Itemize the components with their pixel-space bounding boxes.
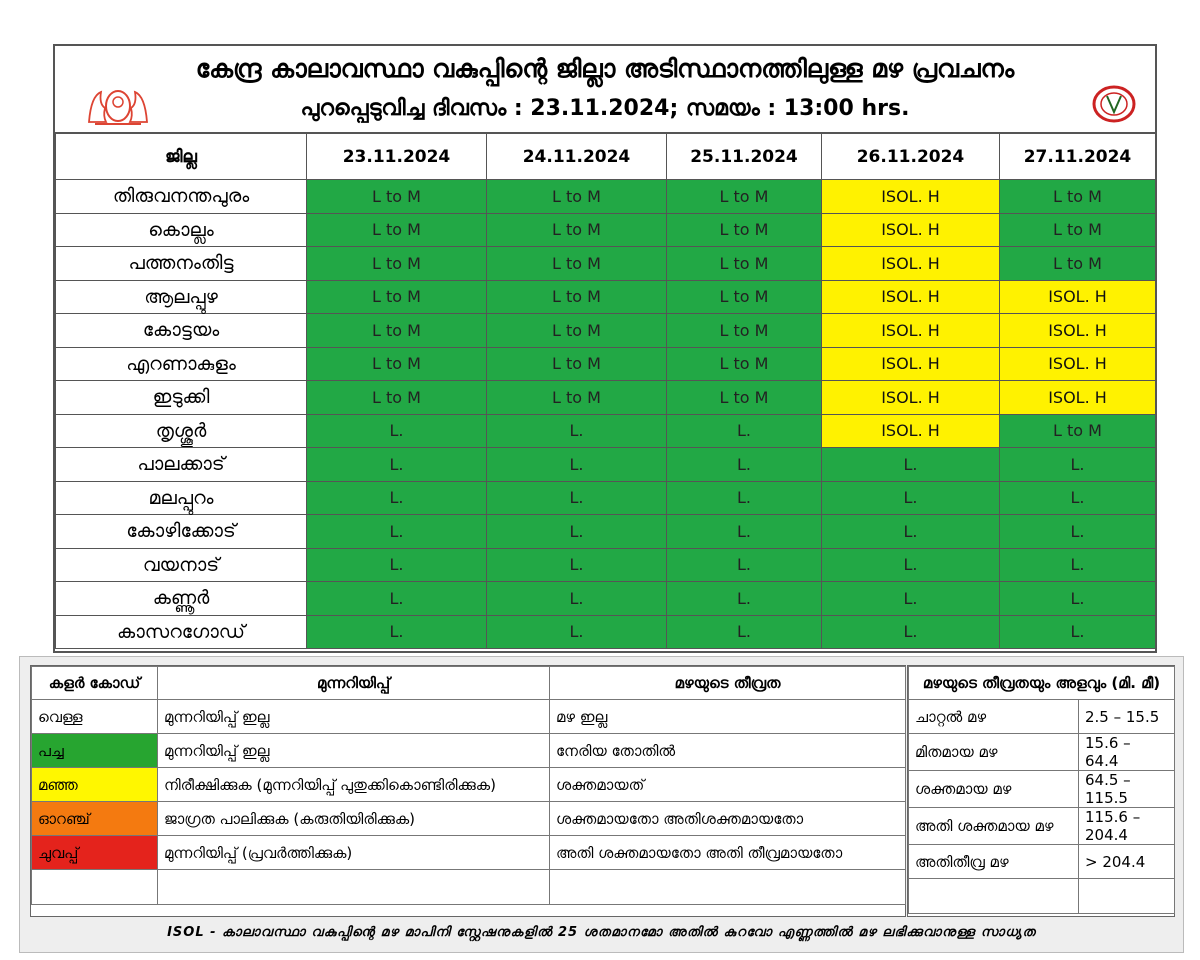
district-column-header: ജില്ല	[56, 134, 307, 180]
forecast-cell: L to M	[487, 213, 667, 247]
legend-row	[32, 802, 906, 836]
forecast-cell: ISOL. H	[1000, 347, 1156, 381]
district-name: കൊല്ലം	[56, 213, 307, 247]
forecast-cell: L to M	[667, 247, 822, 281]
forecast-cell: L.	[667, 515, 822, 549]
forecast-cell: ISOL. H	[822, 213, 1000, 247]
table-row	[56, 448, 1156, 482]
legend-blank-row	[32, 870, 906, 905]
forecast-cell: ISOL. H	[1000, 314, 1156, 348]
color-swatch: മഞ്ഞ	[32, 768, 158, 802]
date-column-header: 25.11.2024	[667, 134, 822, 180]
range-label: ശക്തമായ മഴ	[909, 771, 1079, 808]
forecast-cell: L.	[307, 515, 487, 549]
forecast-cell: L.	[487, 615, 667, 649]
forecast-cell: L.	[1000, 481, 1156, 515]
warning-text: മുന്നറിയിപ്പ് ഇല്ല	[158, 700, 550, 734]
forecast-cell: L.	[487, 548, 667, 582]
legend-panel	[19, 656, 1184, 953]
district-name: കാസറഗോഡ്	[56, 615, 307, 649]
color-code-table	[31, 666, 906, 905]
range-value: 15.6 – 64.4	[1079, 734, 1175, 771]
table-row	[56, 515, 1156, 549]
district-name: തിരുവനന്തപുരം	[56, 180, 307, 214]
forecast-cell: L.	[1000, 448, 1156, 482]
forecast-cell: L.	[1000, 515, 1156, 549]
legend-rows	[32, 700, 906, 905]
blank-cell	[1079, 879, 1175, 914]
table-row	[56, 615, 1156, 649]
forecast-cell: L.	[487, 515, 667, 549]
forecast-cell: L.	[487, 448, 667, 482]
district-name: കോഴിക്കോട്	[56, 515, 307, 549]
blank-cell	[550, 870, 906, 905]
blank-cell	[32, 870, 158, 905]
district-name: കോട്ടയം	[56, 314, 307, 348]
range-label: മിതമായ മഴ	[909, 734, 1079, 771]
warning-text: ജാഗ്രത പാലിക്കുക (കരുതിയിരിക്കുക)	[158, 802, 550, 836]
forecast-cell: L.	[667, 481, 822, 515]
forecast-cell: L.	[307, 481, 487, 515]
table-row	[56, 548, 1156, 582]
forecast-cell: L.	[1000, 582, 1156, 616]
forecast-rows	[56, 180, 1156, 649]
forecast-cell: L.	[822, 481, 1000, 515]
district-name: മലപ്പുറം	[56, 481, 307, 515]
date-column-header: 27.11.2024	[1000, 134, 1156, 180]
range-label: അതി ശക്തമായ മഴ	[909, 808, 1079, 845]
district-name: വയനാട്	[56, 548, 307, 582]
forecast-cell: L to M	[487, 180, 667, 214]
forecast-cell: L to M	[487, 347, 667, 381]
district-name: തൃശ്ശൂർ	[56, 414, 307, 448]
table-row	[56, 247, 1156, 281]
forecast-cell: L to M	[1000, 213, 1156, 247]
intensity-text: മഴ ഇല്ല	[550, 700, 906, 734]
title-box	[55, 46, 1155, 133]
forecast-cell: L to M	[667, 180, 822, 214]
forecast-cell: L to M	[487, 314, 667, 348]
forecast-cell: L.	[667, 448, 822, 482]
blank-cell	[909, 879, 1079, 914]
forecast-cell: L.	[487, 481, 667, 515]
color-swatch: ചുവപ്പ്	[32, 836, 158, 870]
isol-footnote: ISOL - കാലാവസ്ഥാ വകുപ്പിന്റെ മഴ മാപിനി സ്റ്റേഷനുകളിൽ 25 ശതമാനമോ അതിൽ കുറവോ എണ്ണത്തിൽ മഴ ലഭിക്കുവാനുള്ള സാധ്യത	[167, 925, 1036, 940]
forecast-cell: L.	[822, 615, 1000, 649]
forecast-cell: ISOL. H	[822, 247, 1000, 281]
range-row	[909, 700, 1175, 734]
forecast-cell: L to M	[667, 347, 822, 381]
legend-header-row	[32, 667, 906, 700]
forecast-cell: L to M	[307, 247, 487, 281]
blank-cell	[158, 870, 550, 905]
forecast-cell: ISOL. H	[822, 280, 1000, 314]
table-row	[56, 414, 1156, 448]
warning-header: മുന്നറിയിപ്പ്	[158, 667, 550, 700]
table-row	[56, 381, 1156, 415]
forecast-cell: L to M	[307, 347, 487, 381]
forecast-cell: L to M	[1000, 414, 1156, 448]
range-row	[909, 771, 1175, 808]
page-title: കേന്ദ്ര കാലാവസ്ഥാ വകുപ്പിന്റെ ജില്ലാ അടിസ്ഥാനത്തിലുള്ള മഴ പ്രവചനം	[195, 54, 1015, 83]
forecast-cell: ISOL. H	[822, 381, 1000, 415]
table-row	[56, 481, 1156, 515]
intensity-text: ശക്തമായത്	[550, 768, 906, 802]
forecast-cell: L.	[1000, 615, 1156, 649]
table-row	[56, 582, 1156, 616]
district-name: എറണാകുളം	[56, 347, 307, 381]
forecast-cell: L.	[822, 448, 1000, 482]
forecast-cell: L.	[487, 414, 667, 448]
forecast-cell: L.	[667, 615, 822, 649]
forecast-cell: L.	[822, 582, 1000, 616]
forecast-cell: ISOL. H	[822, 414, 1000, 448]
forecast-cell: L to M	[487, 381, 667, 415]
district-forecast-grid	[55, 133, 1156, 649]
district-name: കണ്ണൂർ	[56, 582, 307, 616]
forecast-cell: L.	[667, 548, 822, 582]
legend-row	[32, 836, 906, 870]
forecast-cell: L.	[307, 448, 487, 482]
range-header-row	[909, 667, 1175, 700]
forecast-cell: ISOL. H	[822, 347, 1000, 381]
forecast-cell: L.	[667, 414, 822, 448]
range-row	[909, 734, 1175, 771]
forecast-cell: ISOL. H	[822, 180, 1000, 214]
range-row	[909, 808, 1175, 845]
forecast-cell: ISOL. H	[1000, 280, 1156, 314]
forecast-cell: L to M	[307, 280, 487, 314]
intensity-header: മഴയുടെ തീവ്രത	[550, 667, 906, 700]
legend-row	[32, 768, 906, 802]
color-code-header: കളർ കോഡ്	[32, 667, 158, 700]
table-row	[56, 347, 1156, 381]
forecast-cell: L.	[487, 582, 667, 616]
district-name: പാലക്കാട്	[56, 448, 307, 482]
forecast-cell: L to M	[667, 381, 822, 415]
table-row	[56, 314, 1156, 348]
range-label: അതിതീവ്ര മഴ	[909, 845, 1079, 879]
rainfall-range-table	[908, 666, 1175, 914]
forecast-cell: L to M	[307, 381, 487, 415]
imd-logo-icon	[1091, 84, 1137, 124]
range-value: > 204.4	[1079, 845, 1175, 879]
forecast-cell: L to M	[1000, 247, 1156, 281]
range-header: മഴയുടെ തീവ്രതയും അളവും (മി. മീ)	[909, 667, 1175, 700]
intensity-text: അതി ശക്തമായതോ അതി തീവ്രമായതോ	[550, 836, 906, 870]
forecast-cell: L.	[667, 582, 822, 616]
forecast-table-panel	[53, 44, 1157, 653]
forecast-cell: ISOL. H	[1000, 381, 1156, 415]
forecast-cell: ISOL. H	[822, 314, 1000, 348]
forecast-cell: L.	[307, 548, 487, 582]
forecast-cell: L to M	[487, 280, 667, 314]
forecast-cell: L to M	[307, 314, 487, 348]
range-value: 115.6 – 204.4	[1079, 808, 1175, 845]
forecast-cell: L to M	[667, 314, 822, 348]
color-swatch: പച്ച	[32, 734, 158, 768]
color-swatch: ഓറഞ്ച്	[32, 802, 158, 836]
date-column-header: 23.11.2024	[307, 134, 487, 180]
forecast-cell: L to M	[1000, 180, 1156, 214]
forecast-cell: L.	[307, 582, 487, 616]
intensity-text: ശക്തമായതോ അതിശക്തമായതോ	[550, 802, 906, 836]
forecast-cell: L to M	[307, 213, 487, 247]
table-header-row	[56, 134, 1156, 180]
rainfall-range-legend	[907, 665, 1175, 917]
district-name: ഇടുക്കി	[56, 381, 307, 415]
intensity-text: നേരിയ തോതിൽ	[550, 734, 906, 768]
issue-date-time: പുറപ്പെടുവിച്ച ദിവസം : 23.11.2024; സമയം : 13:00 hrs.	[300, 96, 910, 121]
district-name: ആലപ്പുഴ	[56, 280, 307, 314]
range-row	[909, 845, 1175, 879]
forecast-cell: L.	[822, 515, 1000, 549]
range-label: ചാറ്റൽ മഴ	[909, 700, 1079, 734]
range-rows	[909, 700, 1175, 914]
table-row	[56, 180, 1156, 214]
forecast-cell: L.	[1000, 548, 1156, 582]
forecast-cell: L.	[307, 615, 487, 649]
forecast-cell: L.	[307, 414, 487, 448]
forecast-cell: L.	[822, 548, 1000, 582]
forecast-cell: L to M	[307, 180, 487, 214]
color-code-legend	[30, 665, 906, 917]
warning-text: മുന്നറിയിപ്പ് ഇല്ല	[158, 734, 550, 768]
district-name: പത്തനംതിട്ട	[56, 247, 307, 281]
range-blank-row	[909, 879, 1175, 914]
forecast-cell: L to M	[667, 213, 822, 247]
legend-row	[32, 734, 906, 768]
color-swatch: വെള്ള	[32, 700, 158, 734]
forecast-cell: L to M	[667, 280, 822, 314]
date-column-header: 26.11.2024	[822, 134, 1000, 180]
legend-row	[32, 700, 906, 734]
warning-text: മുന്നറിയിപ്പ് (പ്രവർത്തിക്കുക)	[158, 836, 550, 870]
warning-text: നിരീക്ഷിക്കുക (മുന്നറിയിപ്പ് പുതുക്കികൊണ്ടിരിക്കുക)	[158, 768, 550, 802]
forecast-cell: L to M	[487, 247, 667, 281]
range-value: 64.5 – 115.5	[1079, 771, 1175, 808]
table-row	[56, 213, 1156, 247]
range-value: 2.5 – 15.5	[1079, 700, 1175, 734]
date-column-header: 24.11.2024	[487, 134, 667, 180]
table-row	[56, 280, 1156, 314]
